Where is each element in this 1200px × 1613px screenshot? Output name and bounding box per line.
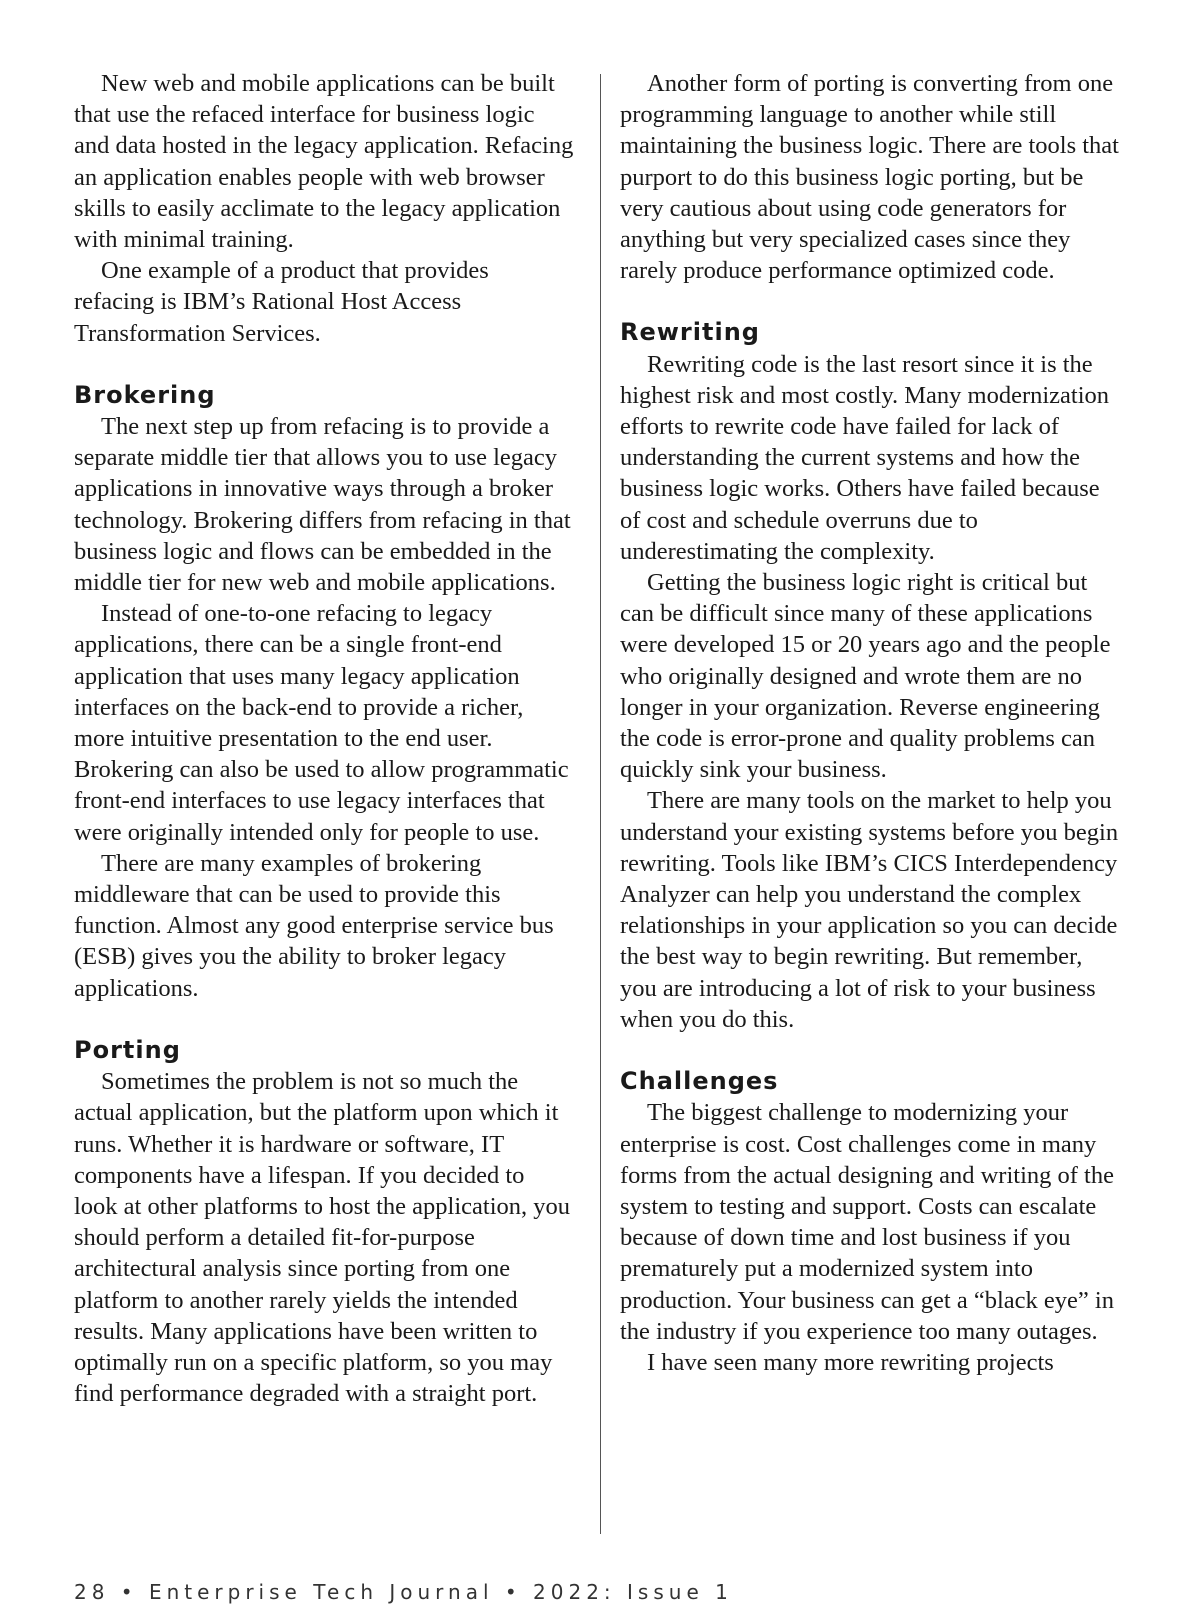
column-divider <box>600 74 601 1534</box>
body-paragraph: There are many examples of brokering middleware that can be used to provide this function. Almost any good enterprise service bus (ESB) gives you the ability to broker legacy applications. <box>74 849 554 1002</box>
body-paragraph: Another form of porting is converting from one programming language to another while still maintaining the business logic. There are tools that purport to do this business logic porting, but be very cautious about using code generators for anything but very specialized cases since they rarely produce performance optimized code. <box>620 70 1119 285</box>
page-footer: 28 • Enterprise Tech Journal • 2022: Issue 1 <box>74 1580 733 1604</box>
body-paragraph: The biggest challenge to modernizing your enterprise is cost. Cost challenges come in many forms from the actual designing and writing of the system to testing and support. Costs can escalate because of down time and lost business if you prematurely put a modernized system into production. Your business can get a “black eye” in the industry if you experience too many outages. <box>620 1099 1114 1345</box>
section-heading-challenges: Challenges <box>620 1067 779 1096</box>
body-paragraph: Sometimes the problem is not so much the actual application, but the platform upon which it runs. Whether it is hardware or software, IT components have a lifespan. If you decided to look at other platforms to host the application, you should perform a detailed fit-for-purpose architectural analysis since porting from one platform to another rarely yields the intended results. Many applications have been written to optimally run on a specific platform, so you may find performance degraded with a straight port. <box>74 1068 571 1408</box>
section-heading-brokering: Brokering <box>74 380 216 409</box>
body-paragraph: There are many tools on the market to help you understand your existing systems before you begin rewriting. Tools like IBM’s CICS Interdependency Analyzer can help you understand the complex relationships in your application so you can decide the best way to begin rewriting. But remember, you are introducing a lot of risk to your business when you do this. <box>620 787 1119 1033</box>
body-paragraph: New web and mobile applications can be built that use the refaced interface for business logic and data hosted in the legacy application. Refacing an application enables people with web browser skills to easily acclimate to the legacy application with minimal training. <box>74 70 574 254</box>
right-column <box>620 68 1120 1378</box>
body-paragraph: Rewriting code is the last resort since it is the highest risk and most costly. Many modernization efforts to rewrite code have failed for lack of understanding the current systems and how the business logic works. Others have failed because of cost and schedule overruns due to underestimating the complexity. <box>620 350 1110 565</box>
body-paragraph: I have seen many more rewriting projects <box>647 1348 1054 1376</box>
section-heading-porting: Porting <box>74 1035 181 1064</box>
body-paragraph: Instead of one-to-one refacing to legacy applications, there can be a single front-end application that uses many legacy application interfaces on the back-end to provide a richer, more intuitive presentation to the end user. Brokering can also be used to allow programmatic front-end interfaces to use legacy interfaces that were originally intended only for people to use. <box>74 600 569 846</box>
body-paragraph: One example of a product that provides refacing is IBM’s Rational Host Access Transformation Services. <box>74 257 489 347</box>
section-heading-rewriting: Rewriting <box>620 318 760 347</box>
body-paragraph: Getting the business logic right is critical but can be difficult since many of these applications were developed 15 or 20 years ago and the people who originally designed and wrote them are no longer in your organization. Reverse engineering the code is error-prone and quality problems can quickly sink your business. <box>620 569 1111 784</box>
body-paragraph: The next step up from refacing is to provide a separate middle tier that allows you to use legacy applications in innovative ways through a broker technology. Brokering differs from refacing in that business logic and flows can be embedded in the middle tier for new web and mobile applications. <box>74 413 571 597</box>
left-column <box>74 68 574 1409</box>
